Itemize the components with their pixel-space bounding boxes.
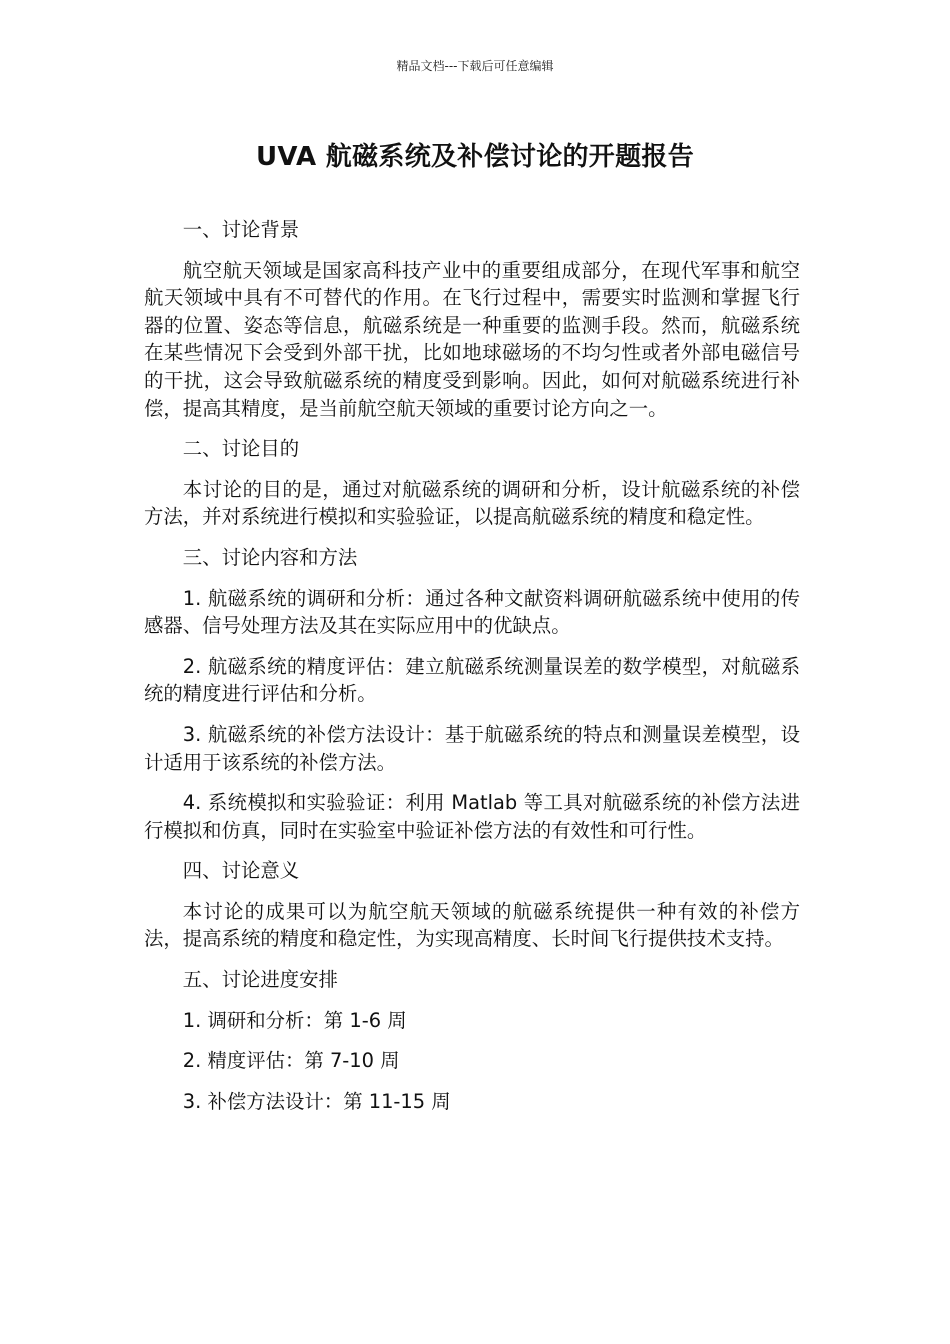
paragraph-method-3: 3. 航磁系统的补偿方法设计：基于航磁系统的特点和测量误差模型，设计适用于该系统的补偿方法。 (144, 722, 800, 774)
section-heading-content-methods: 三、讨论内容和方法 (182, 545, 358, 569)
paragraph-method-2: 2. 航磁系统的精度评估：建立航磁系统测量误差的数学模型，对航磁系统的精度进行评估和分析。 (144, 654, 800, 706)
section-heading-background: 一、讨论背景 (182, 218, 300, 241)
paragraph-method-4: 4. 系统模拟和实验验证：利用 Matlab 等工具对航磁系统的补偿方法进行模拟和仿真，同时在实验室中验证补偿方法的有效性和可行性。 (144, 791, 800, 842)
schedule-item-3: 3. 补偿方法设计：第 11-15 周 (182, 1089, 451, 1113)
section-heading-significance: 四、讨论意义 (182, 859, 300, 883)
schedule-item-2: 2. 精度评估：第 7-10 周 (182, 1049, 400, 1073)
schedule-item-1: 1. 调研和分析：第 1-6 周 (182, 1008, 407, 1032)
header-note: 精品文档---下载后可任意编辑 (396, 59, 554, 73)
document-body (144, 216, 800, 1128)
document-title: UVA 航磁系统及补偿讨论的开题报告 (255, 142, 695, 172)
section-heading-schedule: 五、讨论进度安排 (182, 968, 338, 992)
section-heading-purpose: 二、讨论目的 (182, 437, 300, 461)
paragraph-background: 航空航天领域是国家高科技产业中的重要组成部分，在现代军事和航空航天领域中具有不可替代的作用。在飞行过程中，需要实时监测和掌握飞行器的位置、姿态等信息，航磁系统是一种重要的监测手段。然而，航磁系统在某些情况下会受到外部干扰，比如地球磁场的不均匀性或者外部电磁信号的干扰，这会导致航磁系统的精度受到影响。因此，如何对航磁系统进行补偿，提高其精度，是当前航空航天领域的重要讨论方向之一。 (144, 258, 800, 420)
paragraph-method-1: 1. 航磁系统的调研和分析：通过各种文献资料调研航磁系统中使用的传感器、信号处理方法及其在实际应用中的优缺点。 (144, 586, 800, 638)
paragraph-significance: 本讨论的成果可以为航空航天领域的航磁系统提供一种有效的补偿方法，提高系统的精度和稳定性，为实现高精度、长时间飞行提供技术支持。 (144, 899, 800, 951)
paragraph-purpose: 本讨论的目的是，通过对航磁系统的调研和分析，设计航磁系统的补偿方法，并对系统进行模拟和实验验证，以提高航磁系统的精度和稳定性。 (144, 477, 800, 529)
